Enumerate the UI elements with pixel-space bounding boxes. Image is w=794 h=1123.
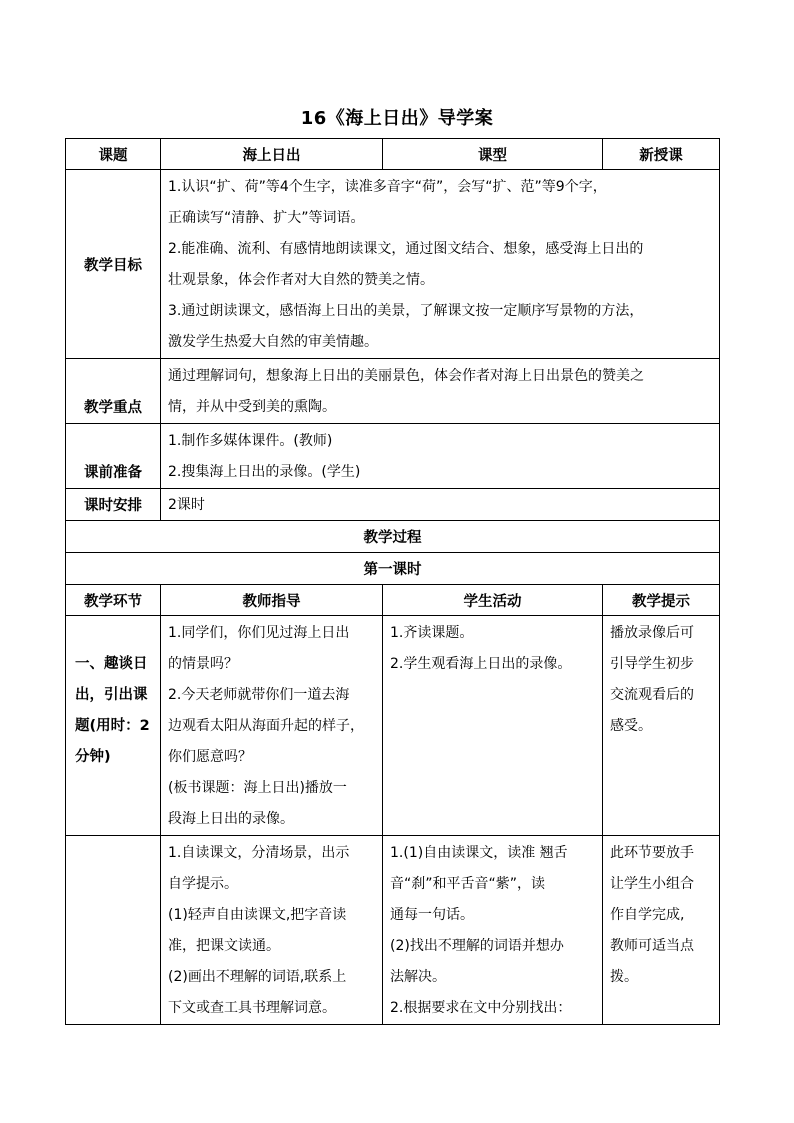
stage-cell xyxy=(66,616,161,836)
goals-row xyxy=(66,170,720,359)
student-line: 1.(1)自由读课文，读准 翘舌 xyxy=(390,845,568,861)
teacher-line: 你们愿意吗？ xyxy=(168,749,252,765)
student-cell xyxy=(383,616,603,836)
teacher-line: 1.自读课文，分清场景，出示 xyxy=(168,845,350,861)
prep-line: 2.搜集海上日出的录像。(学生) xyxy=(168,464,361,480)
student-line: 2.根据要求在文中分别找出： xyxy=(390,1000,572,1016)
type-value: 新授课 xyxy=(603,139,720,170)
prep-label: 课前准备 xyxy=(66,424,161,489)
teacher-line: 自学提示。 xyxy=(168,876,238,892)
prep-content xyxy=(161,424,720,489)
focus-row xyxy=(66,359,720,424)
teacher-line: 的情景吗？ xyxy=(168,656,238,672)
lesson-plan-table xyxy=(65,138,720,1025)
tips-line: 交流观看后的 xyxy=(610,687,694,703)
tips-line: 感受。 xyxy=(610,718,652,734)
schedule-label: 课时安排 xyxy=(66,489,161,521)
tips-cell xyxy=(603,616,720,836)
teacher-cell xyxy=(161,616,383,836)
focus-line: 通过理解词句，想象海上日出的美丽景色，体会作者对海上日出景色的赞美之 xyxy=(168,368,644,384)
type-label: 课型 xyxy=(383,139,603,170)
goals-line: 1.认识“扩、荷”等4个生字，读准多音字“荷”，会写“扩、范”等9个字， xyxy=(168,179,607,195)
goals-line: 壮观景象，体会作者对大自然的赞美之情。 xyxy=(168,272,434,288)
tips-line: 让学生小组合 xyxy=(610,876,694,892)
tips-line: 作自学完成, xyxy=(610,907,685,923)
prep-line: 1.制作多媒体课件。(教师) xyxy=(168,433,333,449)
schedule-value: 2课时 xyxy=(161,489,720,521)
tips-line: 此环节要放手 xyxy=(610,845,694,861)
lesson-title-row xyxy=(66,553,720,585)
student-cell xyxy=(383,836,603,1025)
table-row xyxy=(66,616,720,836)
focus-line: 情，并从中受到美的熏陶。 xyxy=(168,399,336,415)
goals-line: 3.通过朗读课文，感悟海上日出的美景，了解课文按一定顺序写景物的方法， xyxy=(168,303,644,319)
tips-line: 拨。 xyxy=(610,969,638,985)
topic-value: 海上日出 xyxy=(161,139,383,170)
process-title-row xyxy=(66,521,720,553)
teacher-line: 准，把课文读通。 xyxy=(168,938,280,954)
goals-line: 正确读写“清静、扩大”等词语。 xyxy=(168,210,365,226)
teacher-line: (1)轻声自由读课文,把字音读 xyxy=(168,907,347,923)
student-line: 1.齐读课题。 xyxy=(390,625,474,641)
teacher-line: 下文或查工具书理解词意。 xyxy=(168,1000,336,1016)
column-header: 教学环节 xyxy=(66,585,161,616)
student-line: 2.学生观看海上日出的录像。 xyxy=(390,656,572,672)
teacher-line: 2.今天老师就带你们一道去海 xyxy=(168,687,350,703)
tips-cell xyxy=(603,836,720,1025)
column-header-row xyxy=(66,585,720,616)
schedule-row xyxy=(66,489,720,521)
teacher-line: 段海上日出的录像。 xyxy=(168,811,294,827)
focus-label: 教学重点 xyxy=(66,359,161,424)
focus-content xyxy=(161,359,720,424)
teacher-line: (2)画出不理解的词语,联系上 xyxy=(168,969,347,985)
student-line: 通每一句话。 xyxy=(390,907,474,923)
student-line: 音“刹”和平舌音“紫”，读 xyxy=(390,876,546,892)
teacher-line: 边观看太阳从海面升起的样子， xyxy=(168,718,364,734)
tips-line: 播放录像后可 xyxy=(610,625,694,641)
goals-content xyxy=(161,170,720,359)
column-header: 学生活动 xyxy=(383,585,603,616)
teacher-line: 1.同学们，你们见过海上日出 xyxy=(168,625,350,641)
prep-row xyxy=(66,424,720,489)
table-row xyxy=(66,836,720,1025)
goals-label: 教学目标 xyxy=(66,170,161,359)
stage-line: 出，引出课 xyxy=(75,687,148,703)
tips-line: 教师可适当点 xyxy=(610,938,694,954)
teacher-cell xyxy=(161,836,383,1025)
student-line: (2)找出不理解的词语并想办 xyxy=(390,938,564,954)
stage-line: 题(用时：2 xyxy=(75,718,150,734)
goals-line: 激发学生热爱大自然的审美情趣。 xyxy=(168,334,378,350)
stage-cell xyxy=(66,836,161,1025)
page-title: 16《海上日出》导学案 xyxy=(300,108,494,129)
stage-line: 一、趣谈日 xyxy=(75,656,148,672)
process-title: 教学过程 xyxy=(66,521,720,553)
topic-label: 课题 xyxy=(66,139,161,170)
stage-line: 分钟) xyxy=(75,749,111,765)
goals-line: 2.能准确、流利、有感情地朗读课文，通过图文结合、想象，感受海上日出的 xyxy=(168,241,644,257)
teacher-line: (板书课题：海上日出)播放一 xyxy=(168,780,347,796)
tips-line: 引导学生初步 xyxy=(610,656,694,672)
student-line: 法解决。 xyxy=(390,969,446,985)
header-row xyxy=(66,139,720,170)
column-header: 教师指导 xyxy=(161,585,383,616)
lesson-title: 第一课时 xyxy=(66,553,720,585)
column-header: 教学提示 xyxy=(603,585,720,616)
